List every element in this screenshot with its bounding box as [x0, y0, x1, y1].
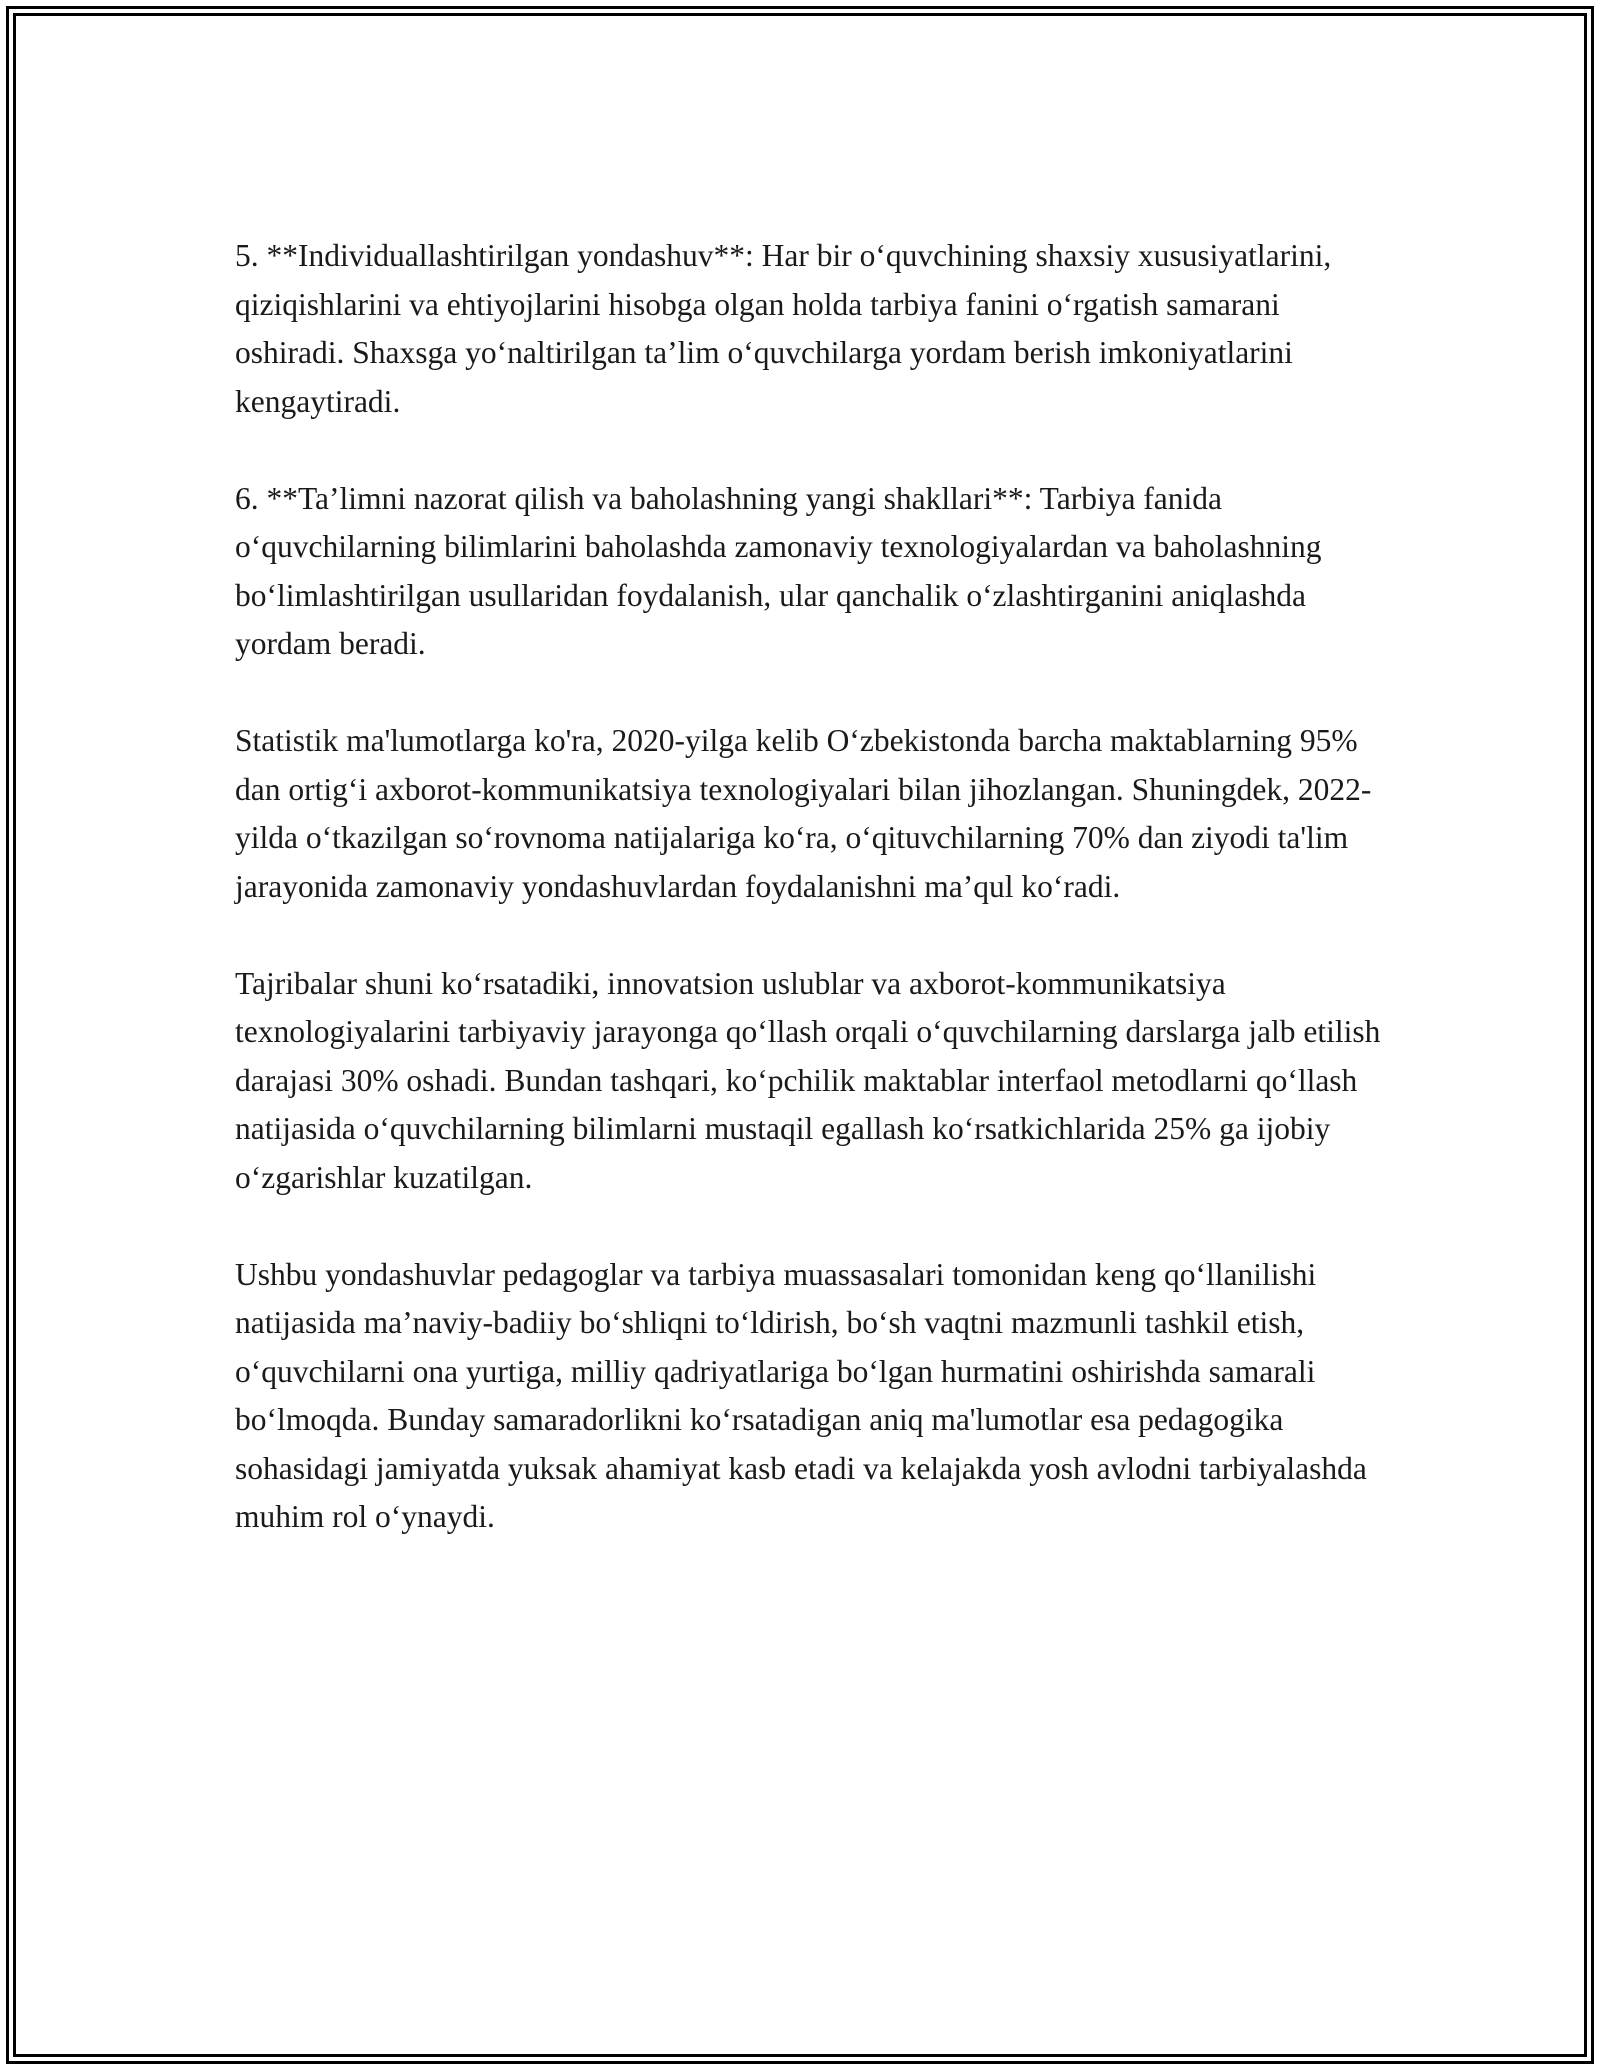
paragraph-assessment-forms: 6. **Ta’limni nazorat qilish va baholashning yangi shakllari**: Tarbiya fanida o‘quvchilarning bilimlarini baholashda zamonaviy texnologiyalardan va baholashning bo‘limlashtirilgan usullaridan foydalanish, ular qanchalik o‘zlashtirganini aniqlashda yordam beradi. [235, 480, 1322, 661]
paragraph-individualized-approach: 5. **Individuallashtirilgan yondashuv**: Har bir o‘quvchining shaxsiy xususiyatlarini, qiziqishlarini va ehtiyojlarini hisobga olgan holda tarbiya fanini o‘rgatish samarani oshiradi. Shaxsga yo‘naltirilgan ta’lim o‘quvchilarga yordam berish imkoniyatlarini kengaytiradi. [235, 238, 1332, 419]
paragraph-conclusion: Ushbu yondashuvlar pedagoglar va tarbiya muassasalari tomonidan keng qo‘llanilishi natijasida ma’naviy-badiiy bo‘shliqni to‘ldirish, bo‘sh vaqtni mazmunli tashkil etish, o‘quvchilarni ona yurtiga, milliy qadriyatlariga bo‘lgan hurmatini oshirishda samarali bo‘lmoqda. Bunday samaradorlikni ko‘rsatadigan aniq ma'lumotlar esa pedagogika sohasidagi jamiyatda yuksak ahamiyat kasb etadi va kelajakda yosh avlodni tarbiyalashda muhim rol o‘ynaydi. [235, 1256, 1367, 1534]
paragraph-experiments: Tajribalar shuni ko‘rsatadiki, innovatsion uslublar va axborot-kommunikatsiya texnologiyalarini tarbiyaviy jarayonga qo‘llash orqali o‘quvchilarning darslarga jalb etilish darajasi 30% oshadi. Bundan tashqari, ko‘pchilik maktablar interfaol metodlarni qo‘llash natijasida o‘quvchilarning bilimlarni mustaqil egallash ko‘rsatkichlarida 25% ga ijobiy o‘zgarishlar kuzatilgan. [235, 965, 1381, 1195]
paragraph-statistics: Statistik ma'lumotlarga ko'ra, 2020-yilga kelib O‘zbekistonda barcha maktablarning 95% dan ortig‘i axborot-kommunikatsiya texnologiyalari bilan jihozlangan. Shuningdek, 2022-yilda o‘tkazilgan so‘rovnoma natijalariga ko‘ra, o‘qituvchilarning 70% dan ziyodi ta'lim jarayonida zamonaviy yondashuvlardan foydalanishni ma’qul ko‘radi. [235, 723, 1372, 904]
document-body [235, 232, 1395, 1590]
